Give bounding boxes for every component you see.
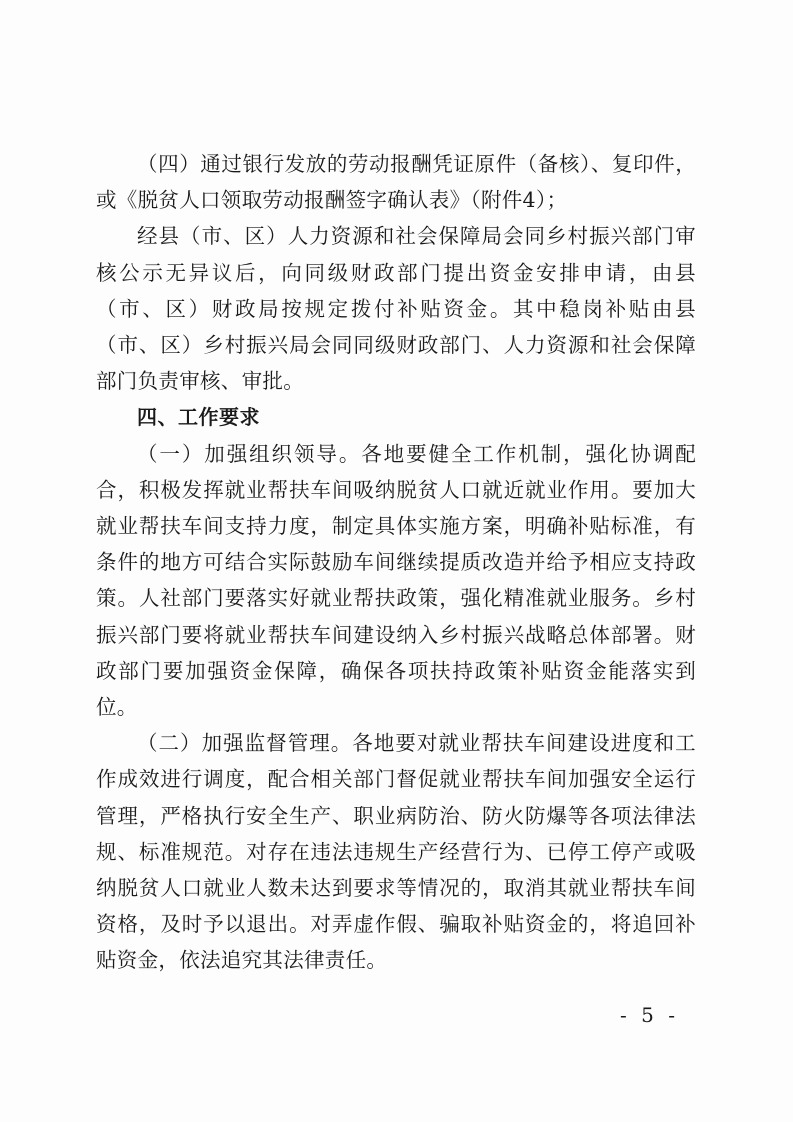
paragraph-review-process: 经县（市、区）人力资源和社会保障局会同乡村振兴部门审核公示无异议后，向同级财政部门提出资金安排申请，由县（市、区）财政局按规定拨付补贴资金。其中稳岗补贴由县（市、区）乡村振兴局会同同级财政部门、人力资源和社会保障部门负责审核、审批。 <box>96 224 696 394</box>
paragraph-organizational-leadership: （一）加强组织领导。各地要健全工作机制，强化协调配合，积极发挥就业帮扶车间吸纳脱贫人口就近就业作用。要加大就业帮扶车间支持力度，制定具体实施方案，明确补贴标准，有条件的地方可结合实际鼓励车间继续提质改造并给予相应支持政策。人社部门要落实好就业帮扶政策，强化精准就业服务。乡村振兴部门要将就业帮扶车间建设纳入乡村振兴战略总体部署。财政部门要加强资金保障，确保各项扶持政策补贴资金能落实到位。 <box>96 441 696 720</box>
page-number: - 5 - <box>620 1003 679 1027</box>
document-body <box>96 146 696 979</box>
paragraph-attachment-item: （四）通过银行发放的劳动报酬凭证原件（备核）、复印件，或《脱贫人口领取劳动报酬签字确认表》（附件4）； <box>96 152 696 213</box>
section-heading-work-requirements: 四、工作要求 <box>137 405 260 430</box>
paragraph-supervision-management: （二）加强监督管理。各地要对就业帮扶车间建设进度和工作成效进行调度，配合相关部门督促就业帮扶车间加强安全运行管理，严格执行安全生产、职业病防治、防火防爆等各项法律法规、标准规范。对存在违法违规生产经营行为、已停工停产或吸纳脱贫人口就业人数未达到要求等情况的，取消其就业帮扶车间资格，及时予以退出。对弄虚作假、骗取补贴资金的，将追回补贴资金，依法追究其法律责任。 <box>96 731 696 973</box>
